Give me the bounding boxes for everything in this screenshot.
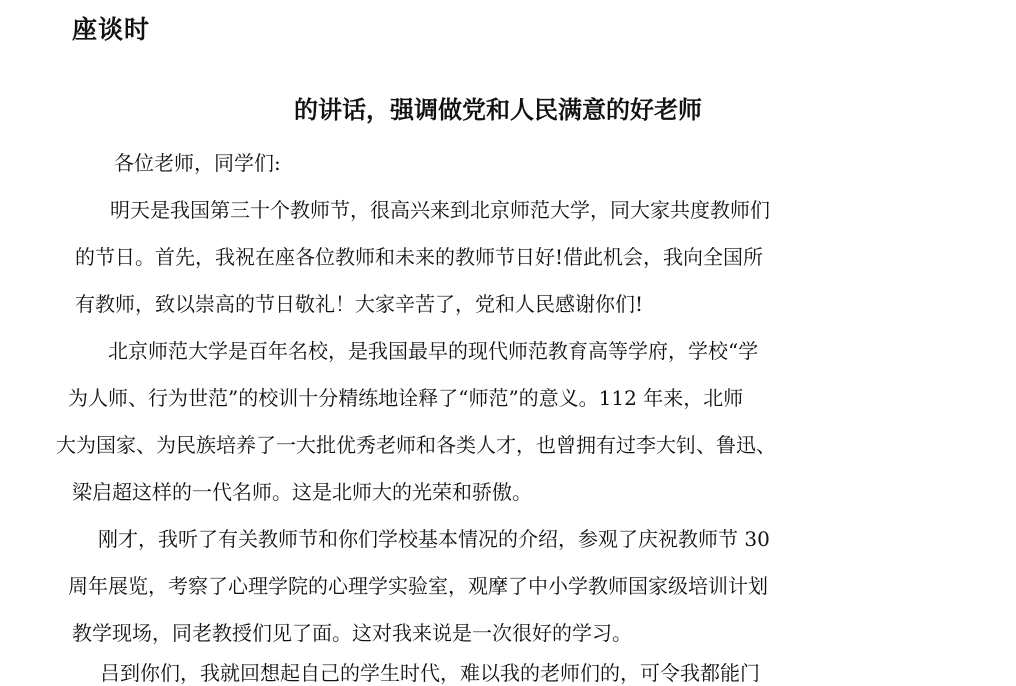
paragraph-line: 刚才，我听了有关教师节和你们学校基本情况的介绍，参观了庆祝教师节 30 [98, 527, 770, 551]
paragraph-line: 为人师、行为世范”的校训十分精练地诠释了“师范”的意义。112 年来，北师 [68, 386, 744, 410]
document-title: 的讲话，强调做党和人民满意的好老师 [294, 96, 702, 124]
salutation-line: 各位老师，同学们: [114, 151, 281, 175]
header-title: 座谈时 [72, 15, 151, 44]
paragraph-line: 教学现场，同老教授们见了面。这对我来说是一次很好的学习。 [72, 621, 632, 645]
paragraph-line: 梁启超这样的一代名师。这是北师大的光荣和骄傲。 [72, 480, 532, 504]
paragraph-line-partial: 吕到你们，我就回想起自己的学生时代，难以我的老师们的，可令我都能门 [100, 661, 760, 685]
paragraph-line: 的节日。首先，我祝在座各位教师和未来的教师节日好!借此机会，我向全国所 [75, 245, 764, 269]
paragraph-line: 明天是我国第三十个教师节，很高兴来到北京师范大学，同大家共度教师们 [110, 198, 770, 222]
paragraph-line: 有教师，致以崇高的节日敬礼！大家辛苦了，党和人民感谢你们! [75, 292, 644, 316]
paragraph-line: 大为国家、为民族培养了一大批优秀老师和各类人才，也曾拥有过李大钊、鲁迅、 [56, 433, 776, 457]
paragraph-line: 北京师范大学是百年名校，是我国最早的现代师范教育高等学府，学校“学 [108, 339, 759, 363]
paragraph-line: 周年展览，考察了心理学院的心理学实验室，观摩了中小学教师国家级培训计划 [68, 574, 768, 598]
